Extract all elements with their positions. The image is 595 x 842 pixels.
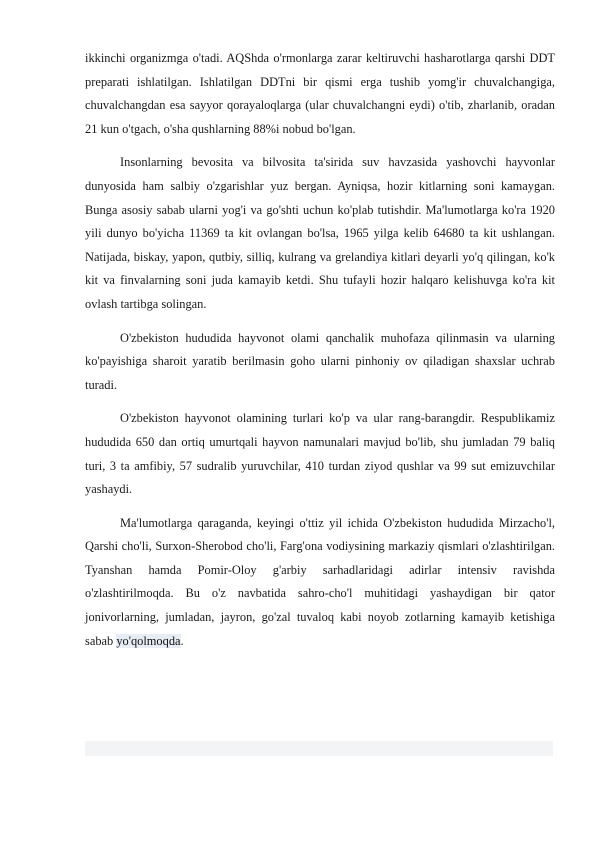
paragraph-text: ikkinchi organizmga o'tadi. AQShda o'rmonlarga zarar keltiruvchi hasharotlarga qarshi DDT preparati ishlatilgan. Ishlatilgan DDTni bir qismi erga tushib yomg'ir chuvalchangiga, chuvalchangdan esa sayyor qorayaloqlarga (ular chuvalchangni eydi) o'tib, zharlanib, oradan 21 kun o'tgach, o'sha qushlarning 88%i nobud bo'lgan. <box>85 51 555 136</box>
page-footer-bar <box>85 741 553 756</box>
document-body <box>85 47 555 663</box>
paragraph-text: Insonlarning bevosita va bilvosita ta'sirida suv havzasida yashovchi hayvonlar dunyosida ham salbiy o'zgarishlar yuz bergan. Ayniqsa, hozir kitlarning soni kamaygan. Bunga asosiy sabab ularni yog'i va go'shti uchun ko'plab tutishdir. Ma'lumotlarga ko'ra 1920 yili dunyo bo'yicha 11369 ta kit ovlangan bo'lsa, 1965 yilga kelib 64680 ta kit ushlangan. Natijada, biskay, yapon, qutbiy, silliq, kulrang va grelandiya kitlari deyarli yo'q qilingan, ko'k kit va finvalarning soni juda kamayib ketdi. Shu tufayli hozir halqaro kelishuvga ko'ra kit ovlash tartibga solingan. <box>85 155 555 311</box>
paragraph-continuation <box>85 47 555 141</box>
paragraph-poaching <box>85 327 555 398</box>
paragraph-tail: . <box>180 633 184 648</box>
paragraph-fauna-diversity <box>85 407 555 501</box>
paragraph-text: O'zbekiston hududida hayvonot olami qanchalik muhofaza qilinmasin va ularning ko'payishiga sharoit yaratib berilmasin goho ularni pinhoniy ov qiladigan shaxslar uchrab turadi. <box>85 330 555 392</box>
paragraph-land-development <box>85 512 555 654</box>
paragraph-whales <box>85 151 555 316</box>
highlighted-word: yo'qolmoqda <box>116 633 181 648</box>
paragraph-text: O'zbekiston hayvonot olamining turlari ko'p va ular rang-barangdir. Respublikamiz hududida 650 dan ortiq umurtqali hayvon namunalari mavjud bo'lib, shu jumladan 79 baliq turi, 3 ta amfibiy, 57 sudralib yuruvchilar, 410 turdan ziyod qushlar va 99 sut emizuvchilar yashaydi. <box>85 411 555 497</box>
paragraph-text: Ma'lumotlarga qaraganda, keyingi o'ttiz yil ichida O'zbekiston hududida Mirzacho'l, Qarshi cho'li, Surxon-Sherobod cho'li, Farg'ona vodiysining markaziy qismlari o'zlashtirilgan. Tyanshan hamda Pomir-Oloy g'arbiy sarhadlaridagi adirlar intensiv ravishda o'zlashtirilmoqda. Bu o'z navbatida sahro-cho'l muhitidagi yashaydigan bir qator jonivorlarning, jumladan, jayron, go'zal tuvaloq kabi noyob zotlarning kamayib ketishiga sabab <box>85 515 555 648</box>
